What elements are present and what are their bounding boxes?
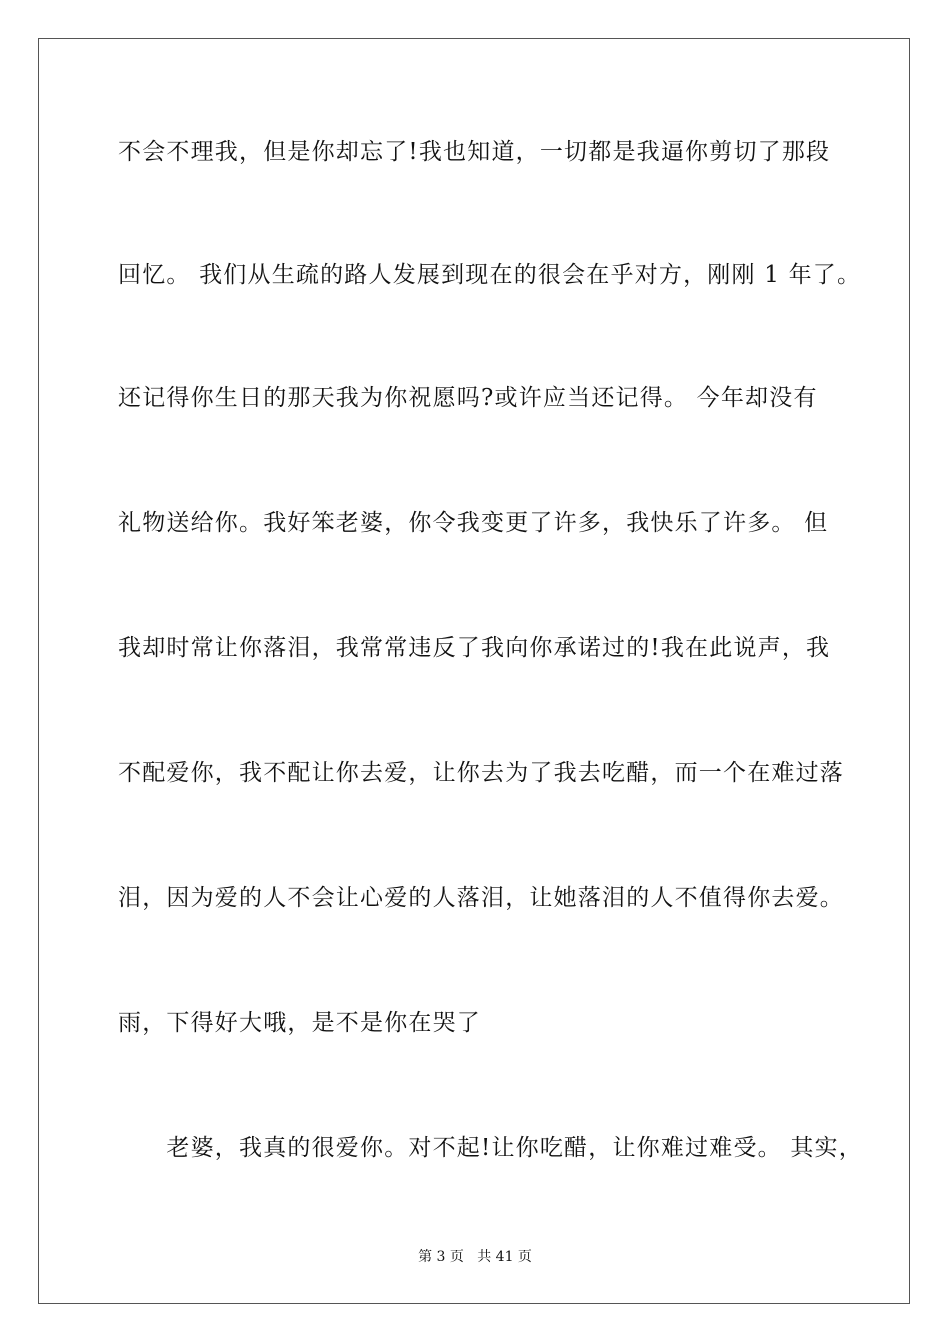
text-line-5: 我却时常让你落泪，我常常违反了我向你承诺过的!我在此说声，我 bbox=[118, 635, 831, 661]
text-line-7: 泪，因为爱的人不会让心爱的人落泪，让她落泪的人不值得你去爱。 bbox=[118, 885, 844, 911]
text-line-4: 礼物送给你。我好笨老婆，你令我变更了许多，我快乐了许多。 但 bbox=[118, 510, 829, 536]
text-line-2: 回忆。 我们从生疏的路人发展到现在的很会在乎对方，刚刚 1 年了。 bbox=[118, 262, 862, 288]
text-line-8: 雨，下得好大哦，是不是你在哭了 bbox=[118, 1010, 481, 1036]
text-line-9: 老婆，我真的很爱你。对不起!让你吃醋，让你难过难受。 其实， bbox=[118, 1135, 863, 1161]
page-frame bbox=[38, 38, 910, 1304]
text-line-3: 还记得你生日的那天我为你祝愿吗?或许应当还记得。 今年却没有 bbox=[118, 385, 818, 411]
text-line-6: 不配爱你，我不配让你去爱，让你去为了我去吃醋，而一个在难过落 bbox=[118, 760, 844, 786]
text-line-1: 不会不理我，但是你却忘了!我也知道，一切都是我逼你剪切了那段 bbox=[118, 139, 831, 165]
page-number-footer: 第 3 页 共 41 页 bbox=[418, 1249, 532, 1265]
